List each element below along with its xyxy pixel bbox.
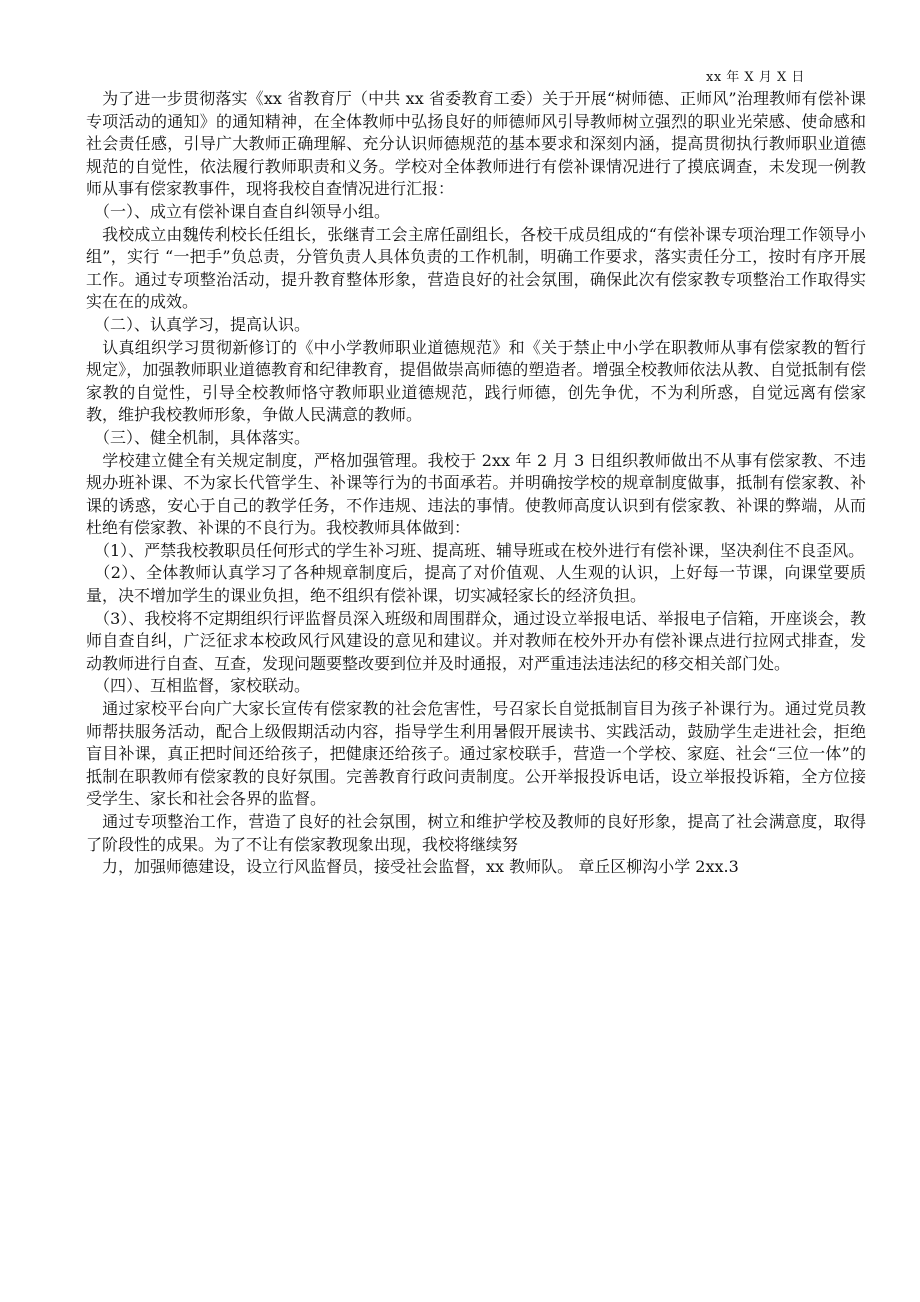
- section-body-4: 通过家校平台向广大家长宣传有偿家教的社会危害性，号召家长自觉抵制盲目为孩子补课行为。通过党员教师帮扶服务活动，配合上级假期活动内容，指导学生利用暑假开展读书、实践活动，鼓励学生走进社会，拒绝盲目补课，真正把时间还给孩子，把健康还给孩子。通过家校联手，营造一个学校、家庭、社会“三位一体”的抵制在职教师有偿家教的良好氛围。完善教育行政问责制度。公开举报投诉电话，设立举报投诉箱，全方位接受学生、家长和社会各界的监督。: [86, 699, 866, 809]
- document-date: xx 年 X 月 X 日: [706, 70, 805, 85]
- section-heading-1: （一）、成立有偿补课自查自纠领导小组。: [86, 201, 391, 221]
- closing-line: 力，加强师德建设，设立行风监督员，接受社会监督，xx 教师队。 章丘区柳沟小学 2xx.3: [86, 857, 739, 877]
- section-heading-4: （四）、互相监督，家校联动。: [86, 676, 311, 696]
- section-body-2: 认真组织学习贯彻新修订的《中小学教师职业道德规范》和《关于禁止中小学在职教师从事有偿家教的暂行规定》，加强教师职业道德教育和纪律教育，提倡做崇高师德的塑造者。增强全校教师依法从教、自觉抵制有偿家教的自觉性，引导全校教师恪守教师职业道德规范，践行师德，创先争优，不为利所惑，自觉远离有偿家教，维护我校教师形象，争做人民满意的教师。: [86, 337, 866, 425]
- conclusion-paragraph: 通过专项整治工作，营造了良好的社会氛围，树立和维护学校及教师的良好形象，提高了社会满意度，取得了阶段性的成果。为了不让有偿家教现象出现，我校将继续努: [86, 812, 866, 854]
- list-item-3: （3）、我校将不定期组织行评监督员深入班级和周围群众，通过设立举报电话、举报电子信箱，开座谈会，教师自查自纠，广泛征求本校政风行风建设的意见和建议。并对教师在校外开办有偿补课点进行拉网式排查，发动教师进行自查、互查，发现问题要整改要到位并及时通报，对严重违法违法纪的移交相关部门处。: [86, 608, 866, 673]
- section-body-3: 学校建立健全有关规定制度，严格加强管理。我校于 2xx 年 2 月 3 日组织教师做出不从事有偿家教、不违规办班补课、不为家长代管学生、补课等行为的书面承若。并明确按学校的规章制度做事，抵制有偿家教、补课的诱惑，安心于自己的教学任务，不作违规、违法的事情。使教师高度认识到有偿家教、补课的弊端，从而杜绝有偿家教、补课的不良行为。我校教师具体做到：: [86, 450, 866, 538]
- document-body: [86, 88, 866, 879]
- list-item-2: （2）、全体教师认真学习了各种规章制度后，提高了对价值观、人生观的认识，上好每一节课，向课堂要质量，决不增加学生的课业负担，绝不组织有偿补课，切实减轻家长的经济负担。: [86, 563, 866, 606]
- section-heading-2: （二）、认真学习，提高认识。: [86, 314, 311, 334]
- section-body-1: 我校成立由魏传利校长任组长，张继青工会主席任副组长，各校干成员组成的“有偿补课专项治理工作领导小组”，实行 “一把手”负总责，分管负责人具体负责的工作机制，明确工作要求，落实责任分工，按时有序开展工作。通过专项整治活动，提升教育整体形象，营造良好的社会氛围，确保此次有偿家教专项整治工作取得实实在在的成效。: [86, 224, 866, 312]
- intro-paragraph: 为了进一步贯彻落实《xx 省教育厅（中共 xx 省委教育工委）关于开展“树师德、正师风”治理教师有偿补课 专项活动的通知》的通知精神，在全体教师中弘扬良好的师德师风引导教师树立强烈的职业光荣感、使命感和社会责任感，引导广大教师正确理解、充分认识师德规范的基本要求和深刻内涵，提高贯彻执行教师职业道德规范的自觉性，依法履行教师职责和义务。学校对全体教师进行有偿补课情况进行了摸底调查，未发现一例教师从事有偿家教事件，现将我校自查情况进行汇报：: [86, 89, 866, 199]
- section-heading-3: （三）、健全机制，具体落实。: [86, 427, 311, 447]
- list-item-1: （1）、严禁我校教职员任何形式的学生补习班、提高班、辅导班或在校外进行有偿补课，坚决刹住不良歪风。: [86, 540, 865, 560]
